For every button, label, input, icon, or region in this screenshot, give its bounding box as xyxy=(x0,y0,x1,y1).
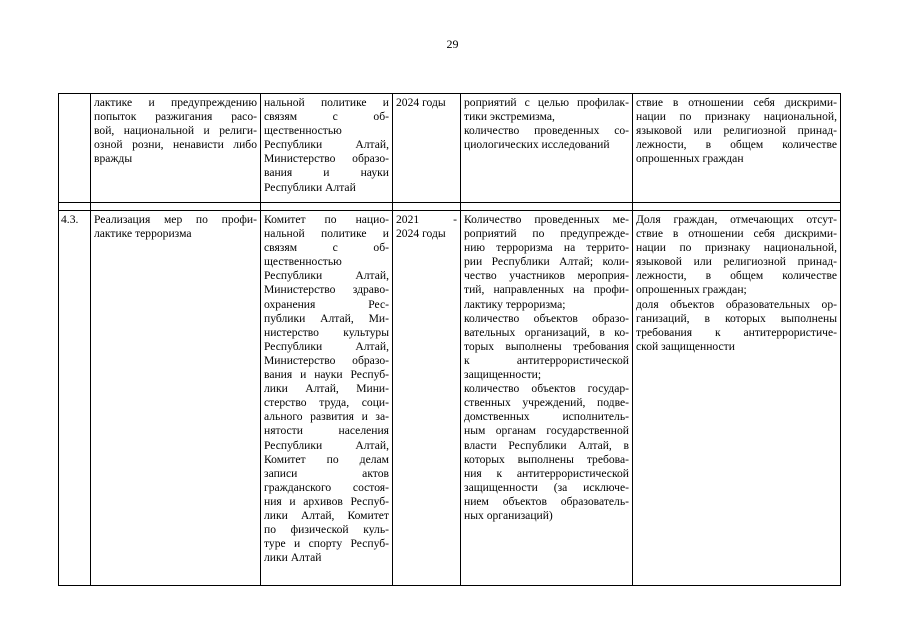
text-line: нации по признаку национальной, xyxy=(636,110,837,124)
text-line: щественностью xyxy=(264,124,342,138)
text-line: защищенности (за исключе- xyxy=(464,480,629,494)
text-line: домственных исполнитель- xyxy=(464,410,629,424)
text-line: стерство труда, соци- xyxy=(264,396,389,410)
text-line: чество участников мероприя- xyxy=(464,269,629,283)
text-line: количество проведенных со- xyxy=(464,124,629,138)
row-number-cell: 4.3. xyxy=(59,211,91,586)
text-line: Республики Алтай, xyxy=(264,339,389,353)
text-line: опрошенных граждан xyxy=(636,152,744,166)
text-line: лики Алтай, Мини- xyxy=(264,382,389,396)
text-line: роприятий по предупрежде- xyxy=(464,227,629,241)
text-line: роприятий с целью профилак- xyxy=(464,96,629,109)
text-line: торых выполнены требования xyxy=(464,339,629,353)
text-line: Доля граждан, отмечающих отсут- xyxy=(636,213,837,226)
text-line: лики Алтай, Комитет xyxy=(264,508,389,522)
text-line: ным органам государственной xyxy=(464,424,629,438)
text-line: языковой или религиозной принад- xyxy=(636,124,837,138)
text-line: 2024 годы xyxy=(396,96,446,109)
text-line: вражды xyxy=(94,152,133,166)
text-line: туре и спорту Респуб- xyxy=(264,537,389,551)
indicators-cell xyxy=(461,94,633,203)
row-spacer xyxy=(59,203,841,211)
term-cell xyxy=(393,211,461,586)
activity-cell xyxy=(91,94,261,203)
text-line: рии Республики Алтай; коли- xyxy=(464,255,629,269)
text-line: связям с об- xyxy=(264,110,389,124)
text-line: нятости населения xyxy=(264,424,389,438)
text-line: гражданского состоя- xyxy=(264,480,389,494)
text-line: власти Республики Алтай, в xyxy=(464,438,629,452)
results-cell xyxy=(633,94,841,203)
text-line: ской защищенности xyxy=(636,339,735,353)
text-line: щественностью xyxy=(264,255,342,269)
text-line: Республики Алтай, xyxy=(264,269,389,283)
text-line: ствие в отношении себя дискрими- xyxy=(636,227,837,241)
spacer-cell xyxy=(91,203,261,211)
text-line: нальной политике и xyxy=(264,96,389,109)
text-line: лежности, в общем количестве xyxy=(636,138,837,152)
text-line: тий, направленных на профи- xyxy=(464,283,629,297)
executor-cell xyxy=(261,211,393,586)
text-line: вания и науки Респуб- xyxy=(264,368,389,382)
text-line: нистерство культуры xyxy=(264,325,389,339)
text-line: Республики Алтай xyxy=(264,180,356,194)
text-line: ния к антитеррористической xyxy=(464,466,629,480)
executor-cell xyxy=(261,94,393,203)
text-line: защищенности; xyxy=(464,368,542,382)
text-line: ганизаций, в которых выполнены xyxy=(636,311,837,325)
text-line: языковой или религиозной принад- xyxy=(636,255,837,269)
spacer-cell xyxy=(633,203,841,211)
text-line: 2021 - xyxy=(396,213,457,226)
text-line: Республики Алтай, xyxy=(264,438,389,452)
spacer-cell xyxy=(59,203,91,211)
text-line: количество объектов образо- xyxy=(464,311,629,325)
text-line: Комитет по делам xyxy=(264,452,389,466)
text-line: ния и архивов Респуб- xyxy=(264,494,389,508)
activity-cell xyxy=(91,211,261,586)
text-line: нием объектов образователь- xyxy=(464,494,629,508)
text-line: Комитет по нацио- xyxy=(264,213,389,226)
text-line: лактике терроризма xyxy=(94,227,192,241)
table-row xyxy=(59,211,841,586)
text-line: Республики Алтай, xyxy=(264,138,389,152)
text-line: ствие в отношении себя дискрими- xyxy=(636,96,837,109)
text-line: ального развития и за- xyxy=(264,410,389,424)
text-line: вания и науки xyxy=(264,166,389,180)
spacer-cell xyxy=(461,203,633,211)
spacer-cell xyxy=(261,203,393,211)
text-line: которых выполнены требова- xyxy=(464,452,629,466)
text-line: нальной политике и xyxy=(264,227,389,241)
term-cell xyxy=(393,94,461,203)
text-line: опрошенных граждан; xyxy=(636,283,747,297)
text-line: доля объектов образовательных ор- xyxy=(636,297,837,311)
text-line: Министерство образо- xyxy=(264,353,389,367)
text-line: связям с об- xyxy=(264,241,389,255)
table-row xyxy=(59,94,841,203)
text-line: вательных организаций, в ко- xyxy=(464,325,629,339)
text-line: к антитеррористической xyxy=(464,353,629,367)
text-line: циологических исследований xyxy=(464,138,610,152)
text-line: Количество проведенных ме- xyxy=(464,213,629,226)
text-line: нации по признаку национальной, xyxy=(636,241,837,255)
text-line: лежности, в общем количестве xyxy=(636,269,837,283)
text-line: 2024 годы xyxy=(396,227,446,241)
text-line: Министерство образо- xyxy=(264,152,389,166)
text-line: ственных учреждений, подве- xyxy=(464,396,629,410)
text-line: лики Алтай xyxy=(264,551,322,565)
text-line: тики экстремизма, xyxy=(464,110,555,124)
page-number: 29 xyxy=(446,37,459,51)
row-number-cell xyxy=(59,94,91,203)
activity-plan-table xyxy=(58,93,841,586)
spacer-cell xyxy=(393,203,461,211)
text-line: лактике и предупреждению xyxy=(94,96,257,109)
text-line: Реализация мер по профи- xyxy=(94,213,257,226)
indicators-cell xyxy=(461,211,633,586)
text-line: нию терроризма на террито- xyxy=(464,241,629,255)
text-line: озной розни, ненависти либо xyxy=(94,138,257,152)
text-line: записи актов xyxy=(264,466,389,480)
text-line: Министерство здраво- xyxy=(264,283,389,297)
text-line: ных организаций) xyxy=(464,508,553,522)
results-cell xyxy=(633,211,841,586)
text-line: по физической куль- xyxy=(264,523,389,537)
text-line: требования к антитеррористиче- xyxy=(636,325,837,339)
text-line: публики Алтай, Ми- xyxy=(264,311,389,325)
text-line: попыток разжигания расо- xyxy=(94,110,257,124)
text-line: вой, национальной и религи- xyxy=(94,124,257,138)
text-line: лактику терроризма; xyxy=(464,297,566,311)
text-line: количество объектов государ- xyxy=(464,382,629,396)
text-line: охранения Рес- xyxy=(264,297,389,311)
